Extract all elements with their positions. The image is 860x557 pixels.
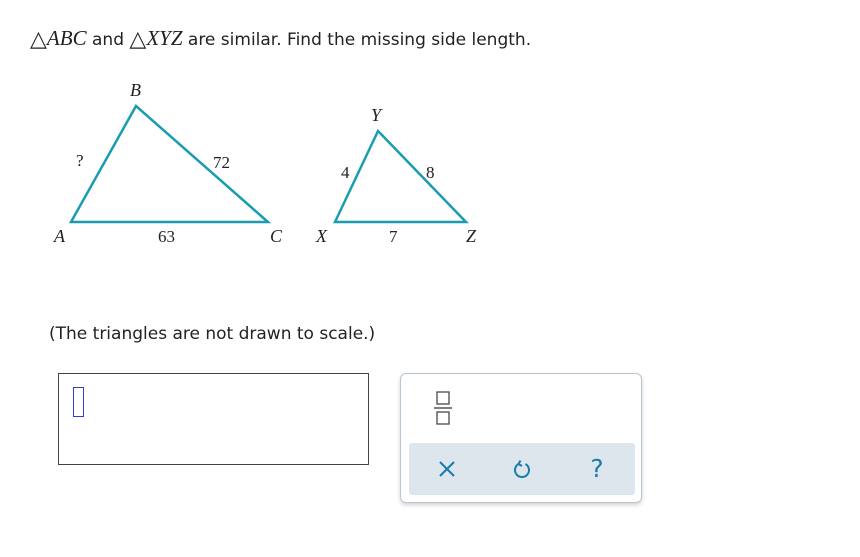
side-label-yz: 8	[426, 163, 435, 182]
clear-button[interactable]	[433, 455, 461, 483]
side-label-bc: 72	[213, 153, 230, 172]
close-icon	[437, 459, 457, 479]
vertex-label-c: C	[270, 226, 283, 246]
vertex-label-b: B	[130, 80, 141, 100]
undo-icon	[511, 458, 533, 480]
vertex-label-z: Z	[466, 226, 477, 246]
vertex-label-y: Y	[371, 105, 382, 125]
side-label-xz: 7	[389, 227, 398, 246]
triangle-abc	[71, 106, 268, 222]
answer-input[interactable]	[58, 373, 369, 465]
side-label-ab: ?	[76, 151, 84, 170]
undo-button[interactable]	[508, 455, 536, 483]
question-prompt: are similar. Find the missing side length.	[182, 30, 532, 50]
fraction-button[interactable]	[431, 390, 455, 426]
answer-cursor	[73, 387, 84, 417]
scale-note: (The triangles are not drawn to scale.)	[49, 324, 376, 344]
help-button[interactable]	[583, 455, 611, 483]
vertex-label-a: A	[54, 226, 65, 246]
help-icon: ?	[590, 454, 604, 483]
triangle-symbol: △	[129, 27, 147, 52]
math-tool-panel	[400, 373, 642, 503]
fraction-icon	[431, 390, 455, 426]
action-bar	[409, 443, 635, 495]
triangle-symbol: △	[30, 27, 47, 52]
side-label-ac: 63	[158, 227, 175, 246]
side-label-xy: 4	[341, 163, 350, 182]
vertex-label-x: X	[316, 226, 327, 246]
triangle-two-name: XYZ	[146, 26, 183, 50]
triangle-one-name: ABC	[46, 26, 87, 50]
triangle-xyz	[335, 131, 466, 222]
question-connector: and	[86, 30, 130, 50]
